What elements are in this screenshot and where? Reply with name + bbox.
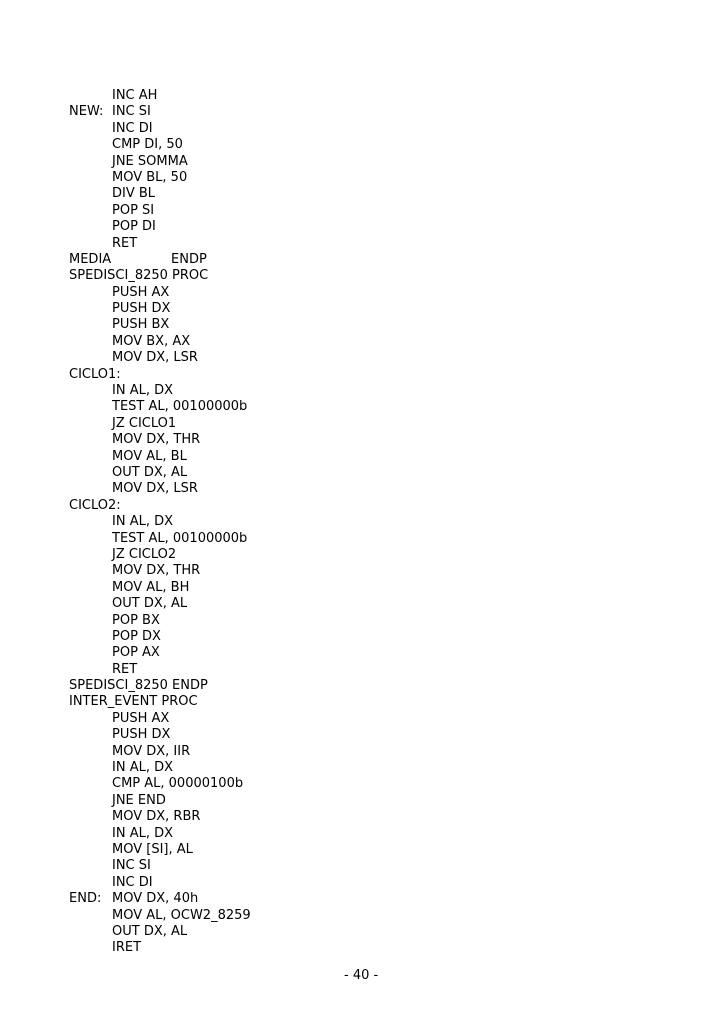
code-instruction: PUSH DX	[112, 727, 171, 743]
code-label: NEW:	[69, 104, 104, 120]
code-instruction: MOV BX, AX	[112, 333, 191, 349]
code-line	[69, 711, 669, 727]
code-line	[69, 563, 669, 579]
code-line	[69, 186, 669, 202]
code-instruction: POP DI	[112, 219, 156, 235]
code-instruction: MOV [SI], AL	[112, 841, 193, 857]
code-label: INTER_EVENT PROC	[69, 694, 198, 710]
code-line	[69, 613, 669, 629]
code-line	[69, 596, 669, 612]
code-line	[69, 268, 669, 284]
code-line	[69, 399, 669, 415]
code-instruction: TEST AL, 00100000b	[112, 399, 248, 415]
code-line	[69, 367, 669, 383]
code-line	[69, 449, 669, 465]
code-line	[69, 678, 669, 694]
code-instruction: IN AL, DX	[112, 760, 174, 776]
code-instruction: MOV DX, THR	[112, 563, 201, 579]
code-line	[69, 416, 669, 432]
code-instruction: IN AL, DX	[112, 383, 174, 399]
code-instruction: JZ CICLO2	[112, 546, 177, 562]
code-instruction: IN AL, DX	[112, 825, 174, 841]
code-instruction: OUT DX, AL	[112, 923, 188, 939]
code-line	[69, 88, 669, 104]
code-line	[69, 727, 669, 743]
code-label: MEDIA	[69, 251, 112, 267]
code-line	[69, 104, 669, 120]
code-line	[69, 219, 669, 235]
code-instruction: MOV DX, 40h	[112, 891, 199, 907]
code-instruction: POP AX	[112, 645, 160, 661]
code-instruction: INC DI	[112, 874, 153, 890]
code-line	[69, 776, 669, 792]
code-instruction: JZ CICLO1	[112, 415, 177, 431]
code-line	[69, 203, 669, 219]
code-line	[69, 154, 669, 170]
code-listing	[69, 88, 669, 957]
code-line	[69, 498, 669, 514]
code-line	[69, 580, 669, 596]
code-line	[69, 858, 669, 874]
code-instruction: TEST AL, 00100000b	[112, 530, 248, 546]
code-line	[69, 744, 669, 760]
code-line	[69, 301, 669, 317]
code-line	[69, 383, 669, 399]
code-instruction: PUSH AX	[112, 284, 170, 300]
code-instruction: INC SI	[112, 104, 151, 120]
code-line	[69, 842, 669, 858]
code-line	[69, 809, 669, 825]
code-instruction: INC AH	[112, 88, 158, 103]
code-instruction: MOV DX, LSR	[112, 481, 198, 497]
code-line	[69, 481, 669, 497]
code-label: SPEDISCI_8250 ENDP	[69, 678, 208, 694]
code-line	[69, 465, 669, 481]
code-instruction: JNE SOMMA	[112, 153, 188, 169]
code-line	[69, 793, 669, 809]
code-instruction: MOV AL, OCW2_8259	[112, 907, 251, 923]
code-line	[69, 875, 669, 891]
code-line	[69, 826, 669, 842]
code-line	[69, 940, 669, 956]
code-instruction: MOV DX, LSR	[112, 350, 198, 366]
code-label: END:	[69, 891, 102, 907]
code-line	[69, 531, 669, 547]
code-instruction: PUSH AX	[112, 710, 170, 726]
code-instruction: POP SI	[112, 202, 155, 218]
code-line	[69, 891, 669, 907]
code-instruction: IN AL, DX	[112, 514, 174, 530]
code-instruction: MOV DX, RBR	[112, 809, 201, 825]
code-instruction: JNE END	[112, 792, 166, 808]
code-instruction: PUSH DX	[112, 301, 171, 317]
code-instruction: RET	[112, 235, 138, 251]
code-label: CICLO1:	[69, 366, 121, 382]
code-instruction: RET	[112, 661, 138, 677]
code-line	[69, 908, 669, 924]
code-instruction: PUSH BX	[112, 317, 170, 333]
code-line	[69, 432, 669, 448]
code-line	[69, 760, 669, 776]
code-instruction: CMP DI, 50	[112, 137, 183, 153]
page-number: - 40 -	[344, 968, 379, 983]
code-line	[69, 137, 669, 153]
code-instruction: MOV AL, BH	[112, 579, 190, 595]
code-instruction: POP BX	[112, 612, 160, 628]
code-line	[69, 514, 669, 530]
code-line	[69, 924, 669, 940]
code-instruction: MOV BL, 50	[112, 169, 188, 185]
code-instruction: IRET	[112, 940, 142, 956]
code-line	[69, 662, 669, 678]
code-instruction: MOV DX, IIR	[112, 743, 191, 759]
code-instruction: MOV AL, BL	[112, 448, 187, 464]
code-instruction: INC SI	[112, 858, 151, 874]
code-instruction: DIV BL	[112, 186, 156, 202]
code-line	[69, 236, 669, 252]
code-line	[69, 170, 669, 186]
code-line	[69, 252, 669, 268]
code-instruction: POP DX	[112, 628, 161, 644]
code-line	[69, 285, 669, 301]
code-directive: ENDP	[171, 251, 207, 267]
code-line	[69, 334, 669, 350]
code-line	[69, 317, 669, 333]
code-line	[69, 694, 669, 710]
code-instruction: CMP AL, 00000100b	[112, 776, 244, 792]
code-line	[69, 547, 669, 563]
code-instruction: OUT DX, AL	[112, 464, 188, 480]
code-line	[69, 629, 669, 645]
code-label: SPEDISCI_8250 PROC	[69, 268, 209, 284]
code-instruction: INC DI	[112, 120, 153, 136]
code-instruction: MOV DX, THR	[112, 432, 201, 448]
code-instruction: OUT DX, AL	[112, 596, 188, 612]
code-line	[69, 121, 669, 137]
code-line	[69, 645, 669, 661]
code-label: CICLO2:	[69, 497, 121, 513]
code-line	[69, 350, 669, 366]
